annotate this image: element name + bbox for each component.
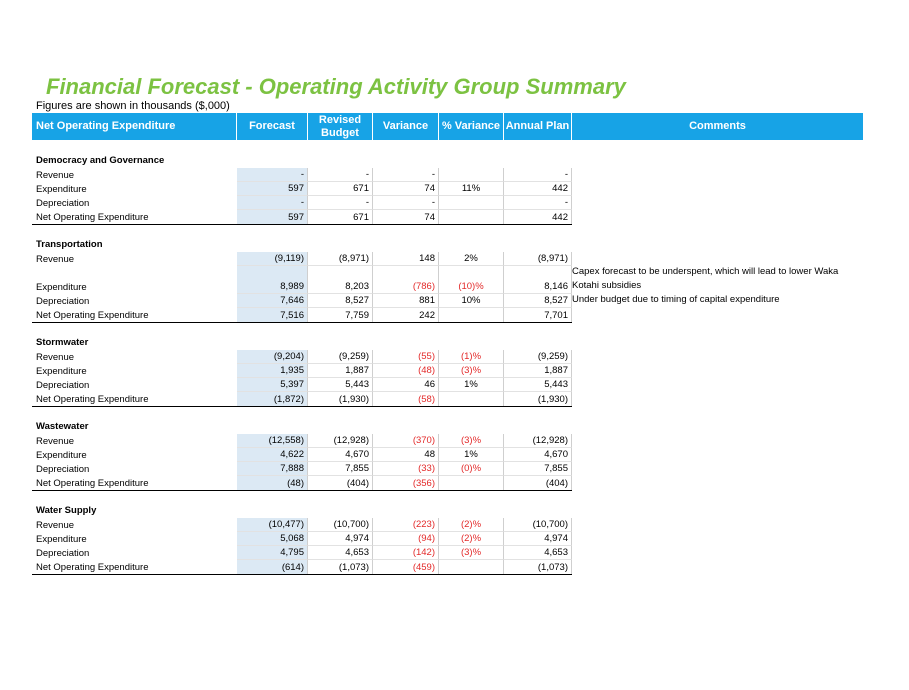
section-title: Transportation [36, 239, 103, 250]
pct-variance-cell: (0)% [439, 462, 504, 476]
table-row [32, 378, 572, 392]
pct-variance-cell: (2)% [439, 532, 504, 546]
revised-budget-cell: (1,930) [308, 392, 373, 406]
row-label: Depreciation [36, 464, 90, 475]
table-row [32, 182, 572, 196]
table-row [32, 546, 572, 560]
row-label: Depreciation [36, 548, 90, 559]
section-title: Stormwater [36, 337, 89, 348]
row-label: Revenue [36, 170, 75, 181]
pct-variance-cell: (1)% [439, 350, 504, 364]
summary-table [32, 154, 839, 575]
row-label: Revenue [36, 254, 75, 265]
variance-cell: - [373, 168, 439, 182]
annual-plan-cell: 8,146 [504, 266, 572, 294]
pct-variance-cell: (3)% [439, 546, 504, 560]
forecast-cell: 7,888 [237, 462, 308, 476]
revised-budget-cell: 671 [308, 182, 373, 196]
row-label: Depreciation [36, 380, 90, 391]
forecast-cell: 5,397 [237, 378, 308, 392]
variance-cell: (356) [373, 476, 439, 490]
row-label: Net Operating Expenditure [36, 310, 149, 321]
row-label: Net Operating Expenditure [36, 212, 149, 223]
revised-budget-cell: 1,887 [308, 364, 373, 378]
annual-plan-cell: 8,527 [504, 294, 572, 308]
table-header [32, 113, 863, 140]
section-spacer [32, 323, 572, 336]
annual-plan-cell: (1,073) [504, 560, 572, 574]
annual-plan-cell: (9,259) [504, 350, 572, 364]
annual-plan-cell: - [504, 196, 572, 210]
table-row [32, 252, 572, 266]
table-row [32, 462, 572, 476]
variance-cell: 148 [373, 252, 439, 266]
row-label: Net Operating Expenditure [36, 394, 149, 405]
revised-budget-cell: (12,928) [308, 434, 373, 448]
forecast-cell: 4,622 [237, 448, 308, 462]
comment-text: Capex forecast to be underspent, which will lead to lower Waka Kotahi subsidies [572, 266, 839, 291]
page-title: Financial Forecast - Operating Activity Group Summary [46, 74, 626, 99]
pct-variance-cell [439, 196, 504, 210]
annual-plan-cell: 7,701 [504, 308, 572, 322]
forecast-cell: (614) [237, 560, 308, 574]
revised-budget-cell: 5,443 [308, 378, 373, 392]
forecast-cell: (9,119) [237, 252, 308, 266]
units-note: Figures are shown in thousands ($,000) [36, 100, 230, 112]
pct-variance-cell: (10)% [439, 266, 504, 294]
row-label: Expenditure [36, 282, 87, 293]
total-row [32, 392, 572, 407]
variance-cell: 74 [373, 210, 439, 224]
pct-variance-cell [439, 476, 504, 490]
row-label: Net Operating Expenditure [36, 478, 149, 489]
variance-cell: (223) [373, 518, 439, 532]
variance-cell: (58) [373, 392, 439, 406]
header-revised-budget: Revised Budget [308, 113, 373, 140]
table-row [32, 350, 572, 364]
row-label: Revenue [36, 352, 75, 363]
pct-variance-cell: 1% [439, 378, 504, 392]
comment-text: Under budget due to timing of capital expenditure [572, 294, 780, 305]
revised-budget-cell: 7,855 [308, 462, 373, 476]
forecast-cell: 8,989 [237, 266, 308, 294]
pct-variance-cell: 1% [439, 448, 504, 462]
revised-budget-cell: (8,971) [308, 252, 373, 266]
section-title: Wastewater [36, 421, 89, 432]
row-label: Net Operating Expenditure [36, 562, 149, 573]
row-label: Revenue [36, 520, 75, 531]
header-forecast: Forecast [237, 113, 308, 140]
variance-cell: 74 [373, 182, 439, 196]
pct-variance-cell: 11% [439, 182, 504, 196]
annual-plan-cell: (404) [504, 476, 572, 490]
forecast-cell: (1,872) [237, 392, 308, 406]
revised-budget-cell: 4,653 [308, 546, 373, 560]
forecast-cell: 597 [237, 182, 308, 196]
total-row [32, 560, 572, 575]
forecast-cell: 7,516 [237, 308, 308, 322]
pct-variance-cell: (3)% [439, 434, 504, 448]
total-row [32, 308, 572, 323]
variance-cell: (94) [373, 532, 439, 546]
total-row [32, 476, 572, 491]
row-label: Expenditure [36, 450, 87, 461]
variance-cell: 242 [373, 308, 439, 322]
annual-plan-cell: (10,700) [504, 518, 572, 532]
total-row [32, 210, 572, 225]
forecast-cell: 7,646 [237, 294, 308, 308]
forecast-cell: - [237, 168, 308, 182]
forecast-cell: 4,795 [237, 546, 308, 560]
pct-variance-cell: 2% [439, 252, 504, 266]
variance-cell: (48) [373, 364, 439, 378]
table-row [32, 532, 572, 546]
section-title: Democracy and Governance [36, 155, 165, 166]
annual-plan-cell: (8,971) [504, 252, 572, 266]
variance-cell: 48 [373, 448, 439, 462]
pct-variance-cell [439, 560, 504, 574]
table-row [32, 294, 780, 308]
table-row [32, 266, 839, 294]
annual-plan-cell: (1,930) [504, 392, 572, 406]
revised-budget-cell: (10,700) [308, 518, 373, 532]
annual-plan-cell: 5,443 [504, 378, 572, 392]
table-row [32, 518, 572, 532]
pct-variance-cell [439, 308, 504, 322]
forecast-cell: (48) [237, 476, 308, 490]
pct-variance-cell: (2)% [439, 518, 504, 532]
annual-plan-cell: 7,855 [504, 462, 572, 476]
variance-cell: - [373, 196, 439, 210]
annual-plan-cell: 4,670 [504, 448, 572, 462]
annual-plan-cell: 4,653 [504, 546, 572, 560]
table-row [32, 434, 572, 448]
row-label: Revenue [36, 436, 75, 447]
annual-plan-cell: - [504, 168, 572, 182]
row-label: Expenditure [36, 534, 87, 545]
forecast-cell: 597 [237, 210, 308, 224]
variance-cell: (142) [373, 546, 439, 560]
section-spacer [32, 407, 572, 420]
annual-plan-cell: 442 [504, 182, 572, 196]
variance-cell: (459) [373, 560, 439, 574]
section-title: Water Supply [36, 505, 97, 516]
pct-variance-cell [439, 392, 504, 406]
revised-budget-cell: (404) [308, 476, 373, 490]
variance-cell: (786) [373, 266, 439, 294]
forecast-cell: 1,935 [237, 364, 308, 378]
header-pct-variance: % Variance [439, 113, 504, 140]
revised-budget-cell: 7,759 [308, 308, 373, 322]
table-row [32, 168, 572, 182]
forecast-cell: (9,204) [237, 350, 308, 364]
pct-variance-cell [439, 168, 504, 182]
revised-budget-cell: 671 [308, 210, 373, 224]
header-annual-plan: Annual Plan [504, 113, 572, 140]
annual-plan-cell: 4,974 [504, 532, 572, 546]
variance-cell: 46 [373, 378, 439, 392]
annual-plan-cell: 1,887 [504, 364, 572, 378]
revised-budget-cell: (9,259) [308, 350, 373, 364]
revised-budget-cell: 4,670 [308, 448, 373, 462]
annual-plan-cell: (12,928) [504, 434, 572, 448]
table-row [32, 196, 572, 210]
revised-budget-cell: 8,527 [308, 294, 373, 308]
forecast-cell: 5,068 [237, 532, 308, 546]
pct-variance-cell: (3)% [439, 364, 504, 378]
table-row [32, 448, 572, 462]
forecast-cell: - [237, 196, 308, 210]
header-comments: Comments [689, 120, 746, 132]
forecast-cell: (10,477) [237, 518, 308, 532]
row-label: Expenditure [36, 366, 87, 377]
header-variance: Variance [373, 113, 439, 140]
section-spacer [32, 225, 572, 238]
variance-cell: 881 [373, 294, 439, 308]
variance-cell: (370) [373, 434, 439, 448]
revised-budget-cell: - [308, 196, 373, 210]
pct-variance-cell: 10% [439, 294, 504, 308]
section-spacer [32, 491, 572, 504]
row-label: Depreciation [36, 198, 90, 209]
variance-cell: (55) [373, 350, 439, 364]
annual-plan-cell: 442 [504, 210, 572, 224]
table-row [32, 364, 572, 378]
header-net-operating-expenditure: Net Operating Expenditure [32, 113, 237, 140]
revised-budget-cell: 8,203 [308, 266, 373, 294]
revised-budget-cell: - [308, 168, 373, 182]
pct-variance-cell [439, 210, 504, 224]
forecast-cell: (12,558) [237, 434, 308, 448]
variance-cell: (33) [373, 462, 439, 476]
revised-budget-cell: 4,974 [308, 532, 373, 546]
row-label: Expenditure [36, 184, 87, 195]
revised-budget-cell: (1,073) [308, 560, 373, 574]
row-label: Depreciation [36, 296, 90, 307]
